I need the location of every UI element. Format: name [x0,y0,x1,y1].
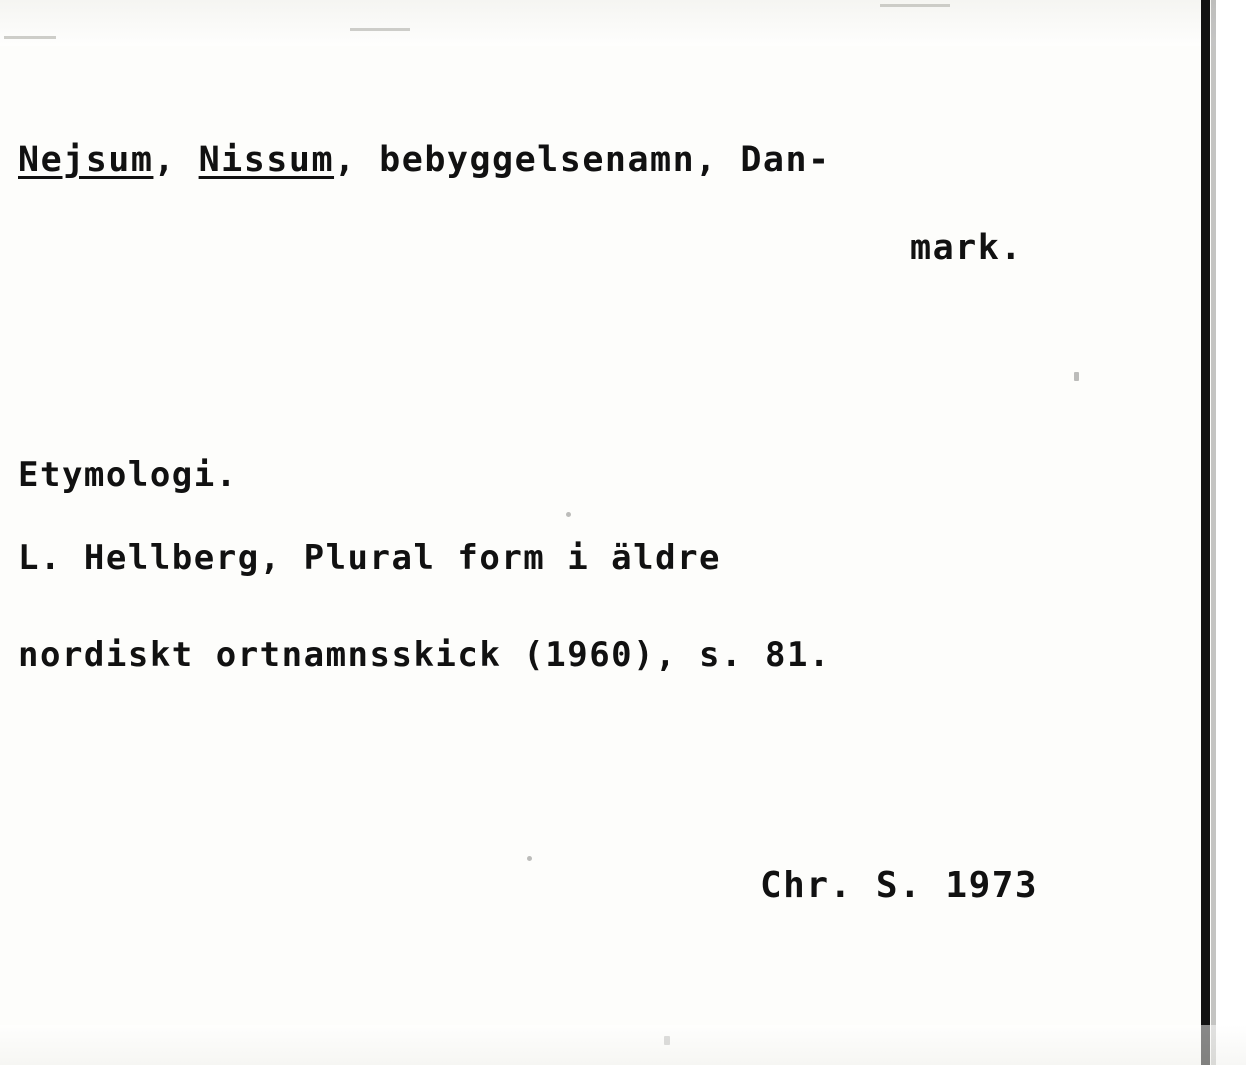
headword-form-nejsum: Nejsum [18,140,154,180]
section-label-etymology: Etymologi. [18,455,238,495]
headword-continuation: mark. [910,228,1023,268]
signature-line: Chr. S. 1973 [760,865,1039,906]
reference-line-1: L. Hellberg, Plural form i äldre [18,538,722,578]
scan-edge-top [0,0,1246,46]
scan-speck-b [566,512,571,517]
headword-separator: , [153,140,199,180]
card-edge-bar [1201,0,1210,1065]
scan-speckle-top-mid [350,28,410,31]
scan-speck-a [1074,372,1079,381]
headword-form-nissum: Nissum [198,140,335,180]
scan-speckle-top-left [4,36,56,39]
headword-line [18,140,831,180]
headword-remainder: , bebyggelsenamn, Dan- [334,140,831,180]
scan-speck-c [527,856,532,861]
reference-line-2: nordiskt ortnamnsskick (1960), s. 81. [18,635,831,675]
scan-edge-bottom [0,1025,1246,1065]
scan-speckle-top-right [880,4,950,7]
right-margin [1216,0,1246,1065]
